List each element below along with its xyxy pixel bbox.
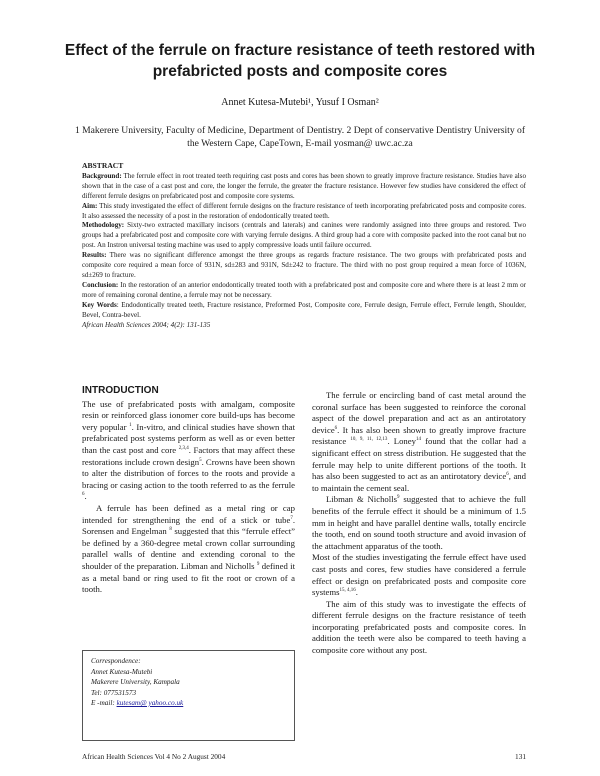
methodology-text: Sixty-two extracted maxillary incisors (centrals and laterals) and canines were randomly assigned into three groups and restored. Two groups had a prefabricated post and composite core with varying ferrule designs. A third group had a core with composite packed into the root canal but no post. An Instron universal testing machine was used to apply compressive loads until failure occurred. xyxy=(82,221,526,250)
text: . Loney xyxy=(387,436,416,447)
conclusion-text: In the restoration of an anterior endodontically treated tooth with a prefabricated post and composite core and where there is at least 2 mm or more of remaining coronal dentine, a ferrule may not be necessary. xyxy=(82,280,526,299)
methodology-label: Methodology: xyxy=(82,221,125,230)
intro-paragraph-6: The aim of this study was to investigate the effects of different ferrule designs on the fracture resistance of teeth incorporating prefabricated posts and composite cores. In addition the teeth were also be compared to teeth having a composite core without any post. xyxy=(312,598,526,656)
reference: 6 xyxy=(334,425,338,431)
text: Libman & Nicholls xyxy=(326,494,397,505)
aim-label: Aim: xyxy=(82,201,98,210)
text: The ferrule or encircling band of cast metal around the coronal surface has been suggested to reinforce the coronal aspect of the dowel preparation and act as an antirotatory device xyxy=(312,390,526,435)
reference: 7 xyxy=(290,515,293,521)
affiliation: 1 Makerere University, Faculty of Medicine, Department of Dentistry. 2 Dept of conservative Dentistry University of the Western Cape, CapeTown, E-mail yosman@ uwc.ac.za xyxy=(74,125,526,149)
text: defined it as a metal band or ring used to fit the root or crown of a tooth. xyxy=(82,560,295,595)
results-text: There was no significant difference amongst the three groups as regards fracture resistance. The two groups with prefabricated posts and composite core required a mean force of 931N, sd±283 and 931N, Sd±242 to fracture. The third with no post group required a mean force of 1036N, sd±269 to fracture. xyxy=(82,251,526,279)
abstract-keywords xyxy=(82,301,526,321)
correspondence-email-line xyxy=(91,698,286,709)
keywords-text: : Endodontically treated teeth, Fracture resistance, Preformed Post, Composite core, Ferrule design, Ferrule effect, Ferrule length, Shoulder, Bevel, Contra-bevel. xyxy=(82,300,526,319)
text: . xyxy=(84,491,87,502)
reference: 10, 9, 11, 12,13 xyxy=(350,437,388,443)
results-label: Results: xyxy=(82,251,107,260)
text: . It has also been shown to greatly improve fracture resistance xyxy=(312,424,526,447)
text: A ferrule has been defined as a metal ring or cap intended for strengthening the end of a stick or tube xyxy=(82,502,295,525)
text: . xyxy=(355,587,358,598)
reference: 2,3,4 xyxy=(178,446,189,452)
text: suggested that this “ferrule effect” be defined by a 360-degree metal crown collar surrounding parallel walls of dentine and extending coronal to the shoulder of the preparation. Libman and Nicholls xyxy=(82,526,296,571)
reference: 14 xyxy=(415,437,421,443)
text: . Factors that may affect these restorations include crown design xyxy=(82,444,296,467)
text: , and to maintain the cement seal. xyxy=(312,471,526,493)
left-column xyxy=(82,385,295,596)
abstract-heading: ABSTRACT xyxy=(82,161,124,170)
reference: 6 xyxy=(82,492,85,498)
authors: Annet Kutesa-Mutebi¹, Yusuf I Osman² xyxy=(221,97,379,108)
abstract-background xyxy=(82,172,526,202)
background-label: Background: xyxy=(82,171,122,180)
journal-citation: African Health Sciences 2004; 4(2): 131-135 xyxy=(82,320,211,329)
keywords-label: Key Words xyxy=(82,300,117,309)
abstract xyxy=(82,161,526,330)
right-column xyxy=(312,390,526,657)
text: . Sorensen and Engelman xyxy=(82,514,295,537)
aim-text: This study investigated the effect of different ferrule designs on the fracture resistance of teeth incorporating prefabricated posts and composite cores. It also assessed the necessity of a post in the restoration of endodontically treated teeth. xyxy=(82,201,526,220)
page-number: 131 xyxy=(515,752,526,761)
text: Most of the studies investigating the ferrule effect have used cast posts and cores, few studies have considered a ferrule effect or design on prefabricated posts and composite core systems xyxy=(312,552,526,598)
footer-journal: African Health Sciences Vol 4 No 2 August 2004 xyxy=(82,752,226,761)
abstract-results xyxy=(82,251,526,281)
page-footer xyxy=(82,752,526,761)
background-text: The ferrule effect in root treated teeth requiring cast posts and cores has been shown to greatly improve fracture resistance. Studies have also shown that in the case of a cast post and core, the longer the ferrule, the greater the fracture resistance. However few studies have considered the effect of different ferrule designs on prefabricated post and composite core systems. xyxy=(82,171,526,200)
reference: 1 xyxy=(129,422,132,428)
text: The use of prefabricated posts with amalgam, composite resin or reinforced glass ionomer core build-ups has become very popular xyxy=(82,398,295,432)
correspondence-tel: Tel: 077531573 xyxy=(91,688,137,697)
reference: 8 xyxy=(169,527,172,533)
email-link[interactable]: kutesam@ yahoo.co.uk xyxy=(116,699,184,707)
reference: 5 xyxy=(199,457,202,463)
intro-paragraph-1 xyxy=(82,399,295,503)
text: . In-vitro, and clinical studies have shown that prefabricated post systems perform as well as or even better than the cast post and core xyxy=(82,421,295,455)
correspondence-label: Correspondence: xyxy=(91,657,141,665)
intro-paragraph-3 xyxy=(312,390,526,494)
text: found that the collar had a significant effect on stress distribution. He suggested that the ferrule may help to unite different portions of the tooth. It has also been suggested to act as an antirotatory device xyxy=(312,436,526,482)
reference: 15, 4,16 xyxy=(339,588,356,594)
intro-paragraph-5 xyxy=(312,552,526,598)
intro-paragraph-4 xyxy=(312,494,526,552)
article-title: Effect of the ferrule on fracture resistance of teeth restored with prefabricted posts and composite cores xyxy=(64,42,536,80)
text: . Crowns have been shown to alter the distribution of forces to the roots and provide a bracing or casing action to the tooth referred to as the ferrule xyxy=(82,456,295,490)
intro-paragraph-2 xyxy=(82,503,295,596)
email-label: E -mail: xyxy=(91,699,117,707)
text: suggested that to achieve the full benefits of the ferrule effect it should be a minimum of 1.5 mm in height and have parallel dentine walls, totally encircle the tooth, end on sound tooth structure and avoid invasion of the attachment apparatus of the tooth. xyxy=(312,494,527,551)
abstract-conclusion xyxy=(82,281,526,301)
abstract-aim xyxy=(82,202,526,222)
conclusion-label: Conclusion: xyxy=(82,280,119,289)
correspondence-box xyxy=(82,650,295,741)
reference: 9 xyxy=(396,495,400,501)
reference: 9 xyxy=(256,562,260,568)
correspondence-institution: Makerere University, Kampala xyxy=(91,678,180,686)
correspondence-name: Annet Kutesa-Mutebi xyxy=(91,667,153,676)
abstract-methodology xyxy=(82,221,526,251)
introduction-heading: INTRODUCTION xyxy=(82,385,159,396)
reference: 6 xyxy=(506,472,509,478)
